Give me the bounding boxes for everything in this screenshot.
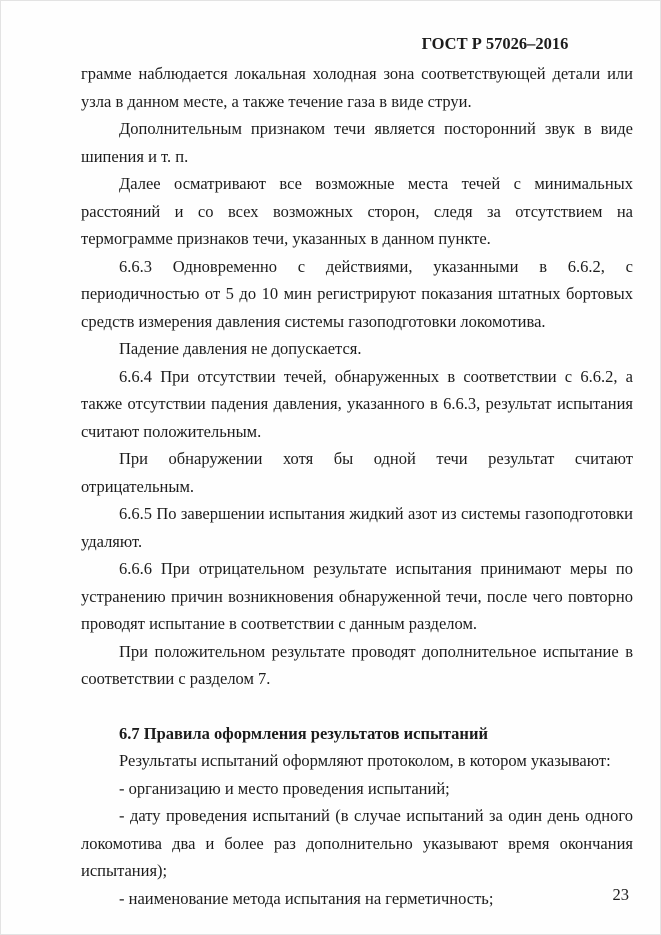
page-number: 23	[612, 885, 629, 904]
paragraph: При обнаружении хотя бы одной течи результат считают отрицательным.	[81, 449, 633, 496]
document-body	[81, 60, 633, 912]
section-heading-6-7: 6.7 Правила оформления результатов испытаний	[119, 723, 488, 743]
paragraph: Результаты испытаний оформляют протоколом, в котором указывают:	[119, 751, 611, 770]
paragraph-6-6-5: 6.6.5 По завершении испытания жидкий азот из системы газоподготовки удаляют.	[81, 504, 633, 551]
paragraph: При положительном результате проводят дополнительное испытание в соответствии с разделом 7.	[81, 641, 633, 688]
list-item: - дату проведения испытаний (в случае испытаний за один день одного локомотива два и более раз дополнительно указывают время окончания испытания);	[81, 806, 633, 880]
paragraph-6-6-6: 6.6.6 При отрицательном результате испытания принимают меры по устранению причин возникновения обнаруженной течи, после чего повторно проводят испытание в соответствии с данным разделом.	[81, 559, 633, 633]
list-item: - наименование метода испытания на герметичность;	[119, 888, 494, 908]
doc-code: ГОСТ Р 57026–2016	[421, 34, 569, 53]
paragraph: Далее осматривают все возможные места течей с минимальных расстояний и со всех возможных сторон, следя за отсутствием на термограмме признаков течи, указанных в данном пункте.	[81, 174, 633, 248]
paragraph: грамме наблюдается локальная холодная зона соответствующей детали или узла в данном месте, а также течение газа в виде струи.	[81, 64, 633, 111]
paragraph: Дополнительным признаком течи является посторонний звук в виде шипения и т. п.	[81, 119, 633, 166]
document-header	[81, 33, 631, 54]
paragraph-6-6-3: 6.6.3 Одновременно с действиями, указанными в 6.6.2, с периодичностью от 5 до 10 мин регистрируют показания штатных бортовых средств измерения давления системы газоподготовки локомотива.	[81, 256, 633, 331]
paragraph: Падение давления не допускается.	[119, 339, 362, 358]
list-item: - организацию и место проведения испытаний;	[119, 778, 450, 798]
paragraph-6-6-4: 6.6.4 При отсутствии течей, обнаруженных в соответствии с 6.6.2, а также отсутствии падения давления, указанного в 6.6.3, результат испытания считают положительным.	[81, 366, 633, 441]
